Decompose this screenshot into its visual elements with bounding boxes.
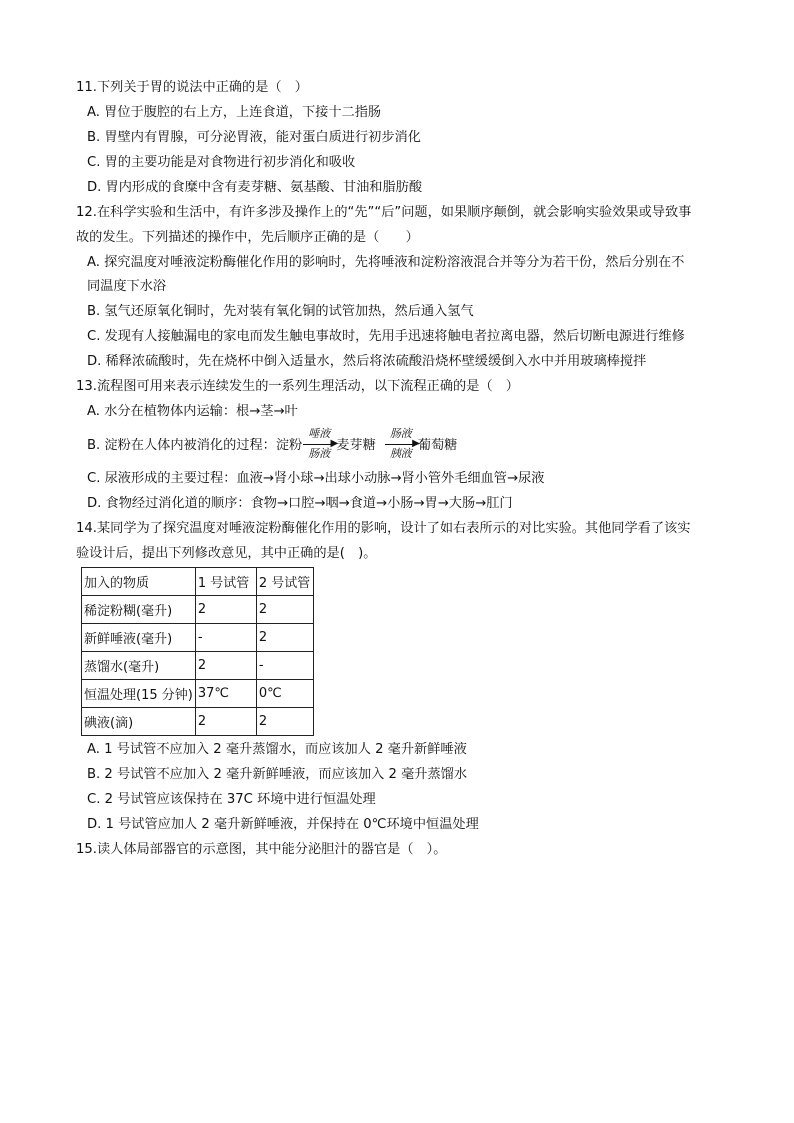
table-cell: 2 (256, 624, 313, 652)
table-cell: - (195, 624, 256, 652)
table-cell: 碘液(滴) (82, 708, 196, 736)
table-row (82, 596, 314, 624)
question-12-stem-line2: 故的发生。下列描述的操作中，先后顺序正确的是（ ） (76, 230, 419, 245)
table-cell: 蒸馏水(毫升) (82, 652, 196, 680)
question-14-option-d: D. 1 号试管应加人 2 毫升新鲜唾液，并保持在 0℃环境中恒温处理 (87, 817, 479, 832)
table-cell: 新鲜唾液(毫升) (82, 624, 196, 652)
table-header-cell: 加入的物质 (82, 568, 196, 596)
table-cell: 2 (195, 652, 256, 680)
table-row (82, 708, 314, 736)
option-b-prefix: B. 淀粉在人体内被消化的过程：淀粉 (87, 438, 303, 453)
table-header-cell: 2 号试管 (256, 568, 313, 596)
question-12-option-d: D. 稀释浓硫酸时，先在烧杯中倒入适量水，然后将浓硫酸沿烧杯壁缓缓倒入水中并用玻璃棒搅拌 (87, 354, 647, 369)
table-cell: 2 (256, 596, 313, 624)
table-cell: 恒温处理(15 分钟) (82, 680, 196, 708)
question-13-option-b (87, 427, 727, 461)
table-cell: 2 (256, 708, 313, 736)
question-14-stem-line2: 验设计后，提出下列修改意见，其中正确的是( )。 (76, 546, 377, 561)
table-row (82, 652, 314, 680)
question-12-option-b: B. 氢气还原氧化铜时，先对装有氧化铜的试管加热，然后通入氢气 (87, 304, 474, 319)
table-row (82, 568, 314, 596)
question-15-stem: 15.读人体局部器官的示意图，其中能分泌胆汁的器官是（ ）。 (76, 842, 447, 857)
table-cell: 37℃ (195, 680, 256, 708)
arrow-head-icon: ▶ (330, 438, 339, 449)
option-b-middle: 麦芽糖 (336, 438, 376, 453)
question-13-stem: 13.流程图可用来表示连续发生的一系列生理活动，以下流程正确的是（ ） (76, 379, 519, 394)
table-cell: - (256, 652, 313, 680)
option-b-end: 葡萄糖 (417, 438, 458, 453)
question-11-option-d: D. 胃内形成的食糜中含有麦芽糖、氨基酸、甘油和脂肪酸 (87, 180, 423, 195)
table-row (82, 624, 314, 652)
question-14-stem-line1: 14.某同学为了探究温度对唾液淀粉酶催化作用的影响，设计了如右表所示的对比实验。其他同学看了该实 (76, 521, 691, 536)
table-cell: 0℃ (256, 680, 313, 708)
question-12-option-a: A. 探究温度对唾液淀粉酶催化作用的影响时，先将唾液和淀粉溶液混合并等分为若干份，然后分别在不 (87, 255, 685, 270)
experiment-table (81, 567, 314, 736)
question-12-option-a-cont: 同温度下水浴 (87, 279, 167, 294)
question-14-option-a: A. 1 号试管不应加入 2 毫升蒸馏水，而应该加人 2 毫升新鲜唾液 (87, 742, 467, 757)
reaction-arrow-1 (303, 427, 339, 460)
reaction-arrow-2 (385, 427, 420, 460)
question-11-option-c: C. 胃的主要功能是对食物进行初步消化和吸收 (87, 155, 356, 170)
question-13-option-d: D. 食物经过消化道的顺序：食物→口腔→咽→食道→小肠→胃→大肠→肛门 (87, 496, 513, 511)
question-13-option-c: C. 尿液形成的主要过程：血液→肾小球→出球小动脉→肾小管外毛细血管→尿液 (87, 471, 545, 486)
arrow-2-top-label: 肠液 (389, 427, 412, 440)
question-11-option-a: A. 胃位于腹腔的右上方，上连食道，下接十二指肠 (87, 105, 382, 120)
question-11-stem: 11.下列关于胃的说法中正确的是（ ） (76, 80, 308, 95)
question-13-option-a: A. 水分在植物体内运输：根→茎→叶 (87, 404, 298, 419)
question-12-option-c: C. 发现有人接触漏电的家电而发生触电事故时，先用手迅速将触电者拉离电器，然后切断电源进行维修 (87, 329, 685, 344)
arrow-2-bottom-label: 胰液 (389, 447, 412, 460)
table-cell: 2 (195, 708, 256, 736)
question-12-stem-line1: 12.在科学实验和生活中，有许多涉及操作上的“先”“后”问题，如果顺序颠倒，就会影响实验效果或导致事 (76, 205, 692, 220)
arrow-head-icon: ▶ (412, 438, 420, 449)
table-cell: 稀淀粉糊(毫升) (82, 596, 196, 624)
table-row (82, 680, 314, 708)
question-11-option-b: B. 胃壁内有胃腺，可分泌胃液，能对蛋白质进行初步消化 (87, 130, 421, 145)
arrow-1-bottom-label: 肠液 (308, 447, 331, 460)
question-14-option-b: B. 2 号试管不应加入 2 毫升新鲜唾液，而应该加入 2 毫升蒸馏水 (87, 767, 468, 782)
table-cell: 2 (195, 596, 256, 624)
arrow-1-top-label: 唾液 (308, 427, 331, 440)
table-header-cell: 1 号试管 (195, 568, 256, 596)
question-14-option-c: C. 2 号试管应该保持在 37C 环境中进行恒温处理 (87, 792, 376, 807)
